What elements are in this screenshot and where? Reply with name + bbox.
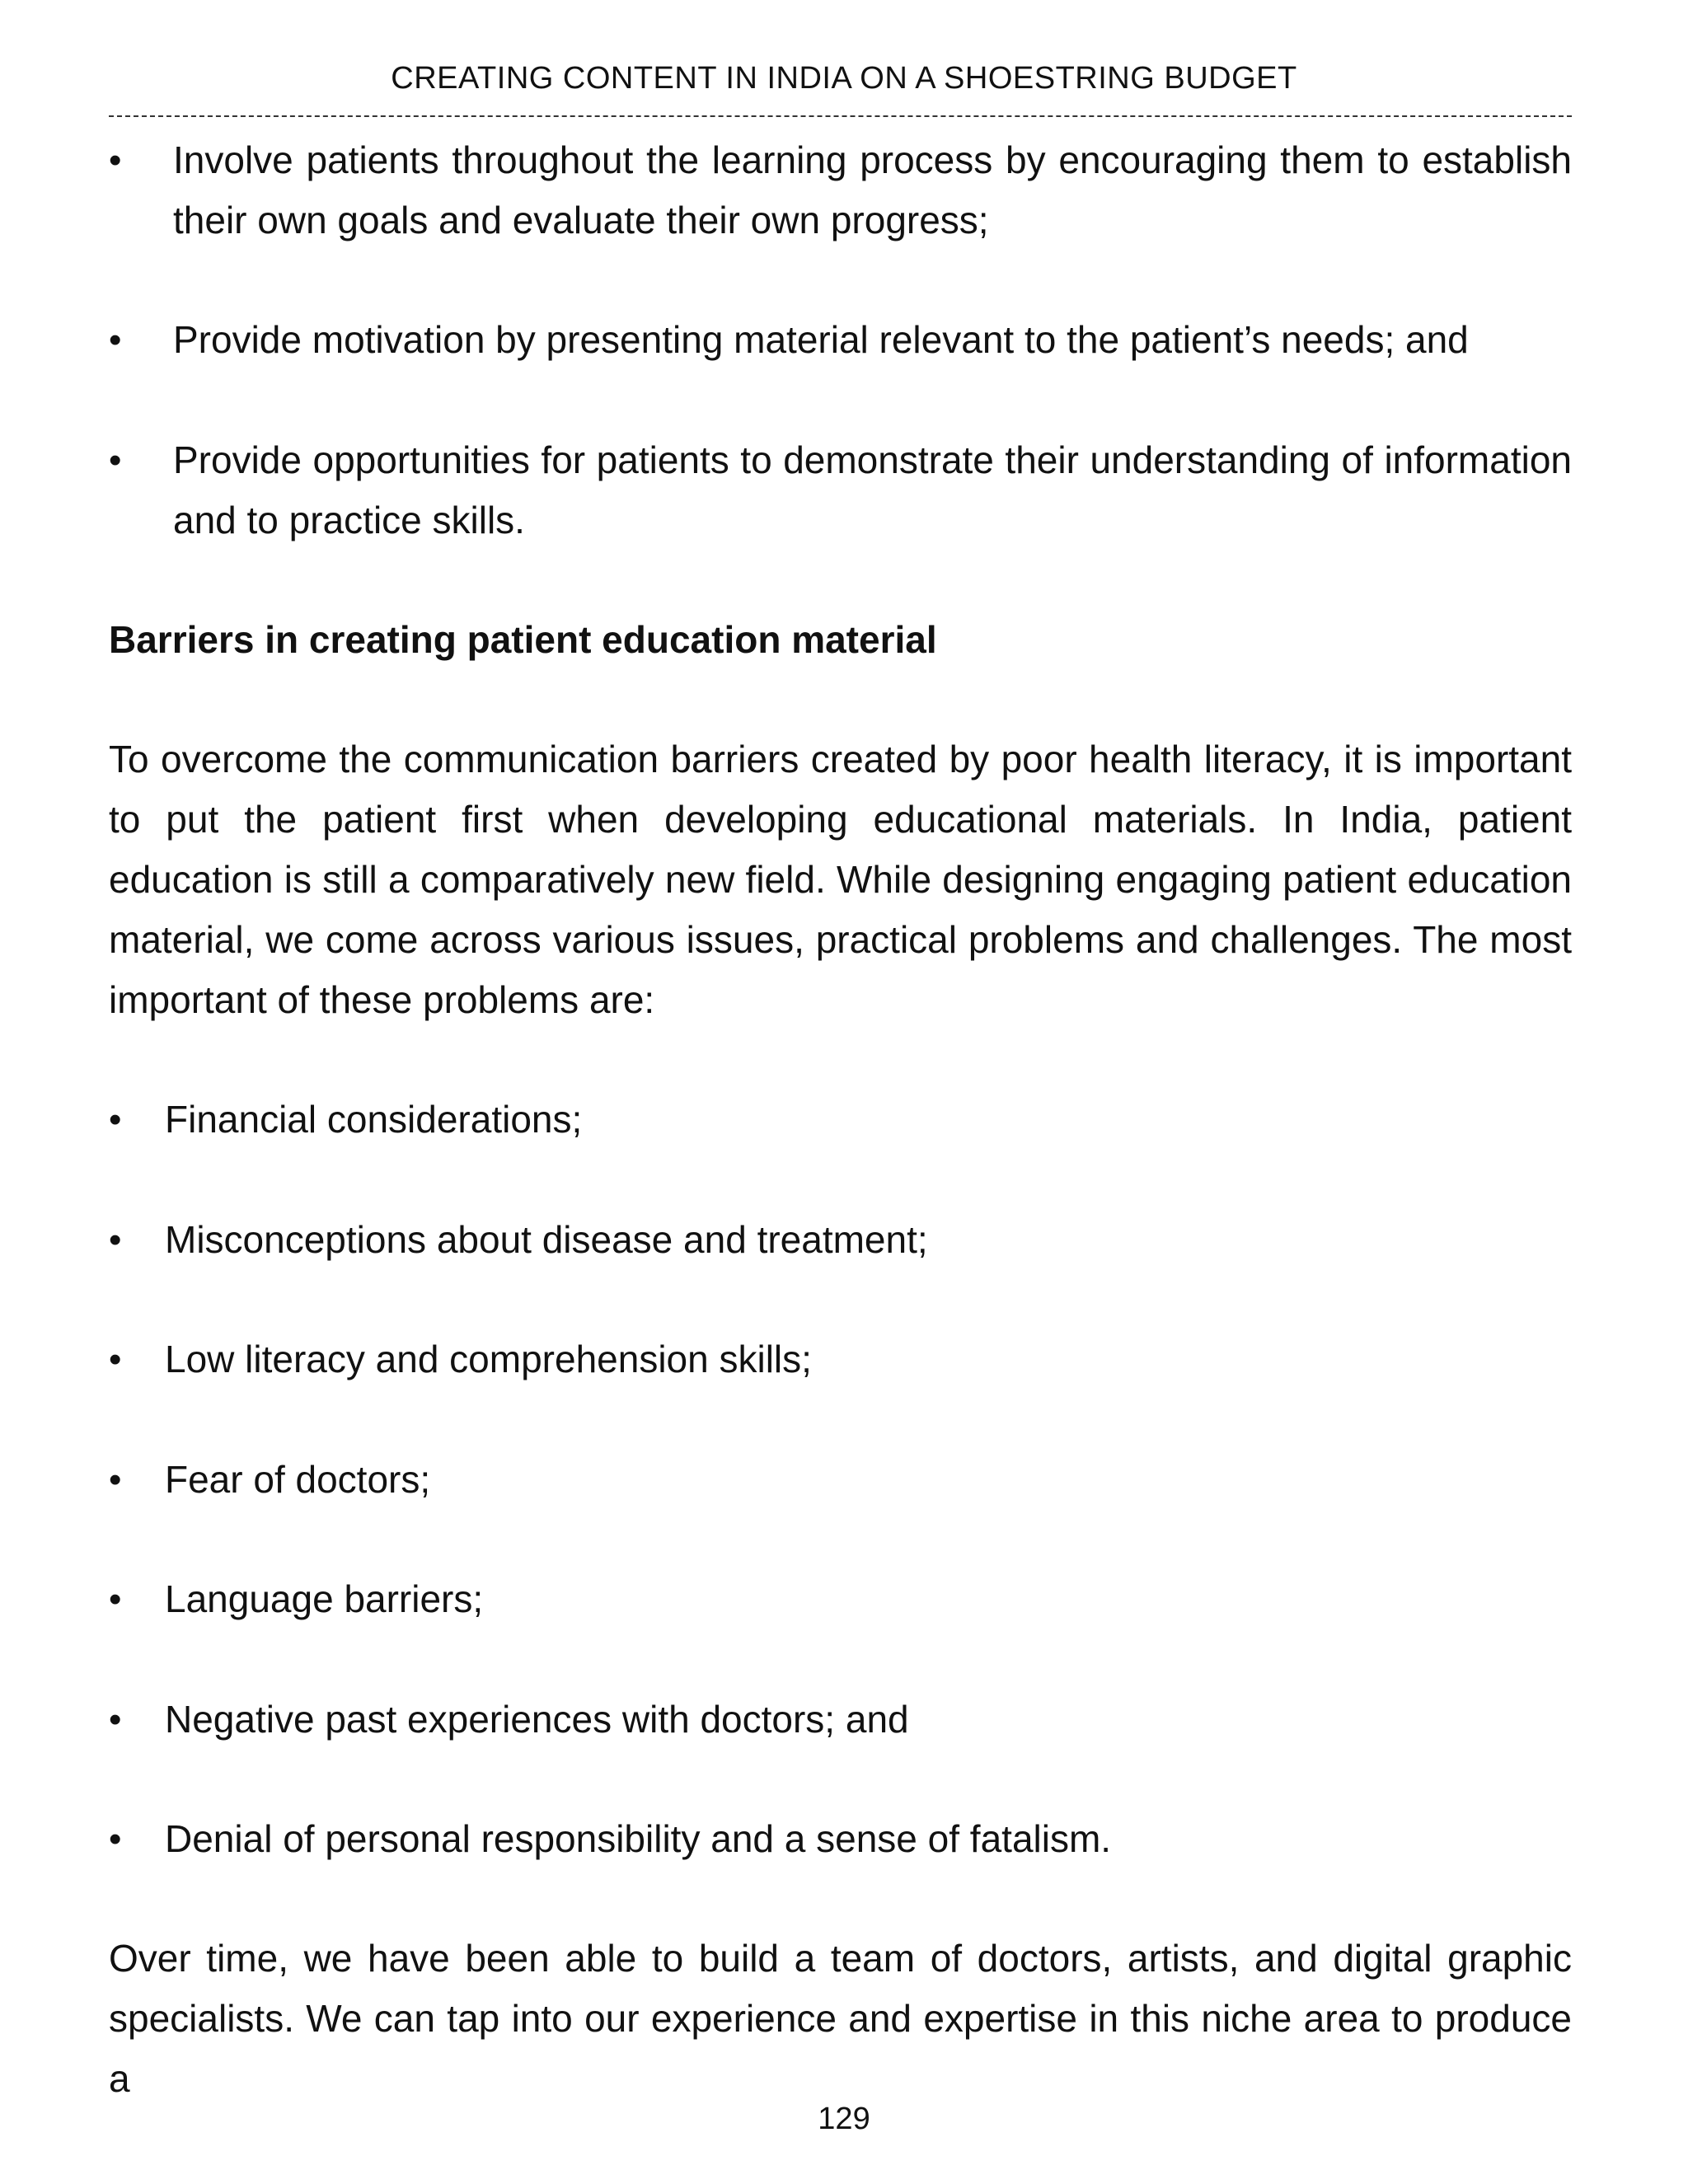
bullet-icon: •	[109, 1339, 122, 1380]
list-item: Language barriers;	[165, 1577, 484, 1620]
running-header: CREATING CONTENT IN INDIA ON A SHOESTRING BUDGET	[391, 61, 1297, 96]
closing-paragraph: Over time, we have been able to build a team of doctors, artists, and digital graphic specialists. We can tap into our experience and expertise in this niche area to produce a	[109, 1937, 1572, 2100]
list-item: Involve patients throughout the learning process by encouraging them to establish their own goals and evaluate their own progress;	[173, 138, 1572, 241]
bullet-icon: •	[109, 140, 122, 180]
list-item: Provide opportunities for patients to demonstrate their understanding of information and to practice skills.	[173, 438, 1572, 541]
list-item: Provide motivation by presenting material relevant to the patient’s needs; and	[173, 318, 1469, 361]
list-item: Financial considerations;	[165, 1098, 583, 1141]
header-dashed-rule	[109, 115, 1572, 117]
bullet-icon: •	[109, 440, 122, 480]
list-item: Low literacy and comprehension skills;	[165, 1338, 812, 1380]
list-item: Fear of doctors;	[165, 1458, 431, 1501]
bullet-icon: •	[109, 1579, 122, 1619]
section-heading: Barriers in creating patient education material	[109, 618, 937, 661]
bullet-icon: •	[109, 1819, 122, 1859]
list-item: Denial of personal responsibility and a sense of fatalism.	[165, 1817, 1112, 1860]
bullet-icon: •	[109, 320, 122, 360]
bullet-icon: •	[109, 1220, 122, 1260]
list-item: Misconceptions about disease and treatment;	[165, 1218, 928, 1261]
bullet-icon: •	[109, 1699, 122, 1740]
intro-paragraph: To overcome the communication barriers created by poor health literacy, it is important to put the patient first when developing educational materials. In India, patient education is still a comparatively new field. While designing engaging patient education material, we come across various issues, practical problems and challenges. The most important of these problems are:	[109, 738, 1572, 1021]
page-number: 129	[818, 2102, 870, 2136]
bullet-icon: •	[109, 1460, 122, 1500]
bullet-icon: •	[109, 1099, 122, 1140]
list-item: Negative past experiences with doctors; and	[165, 1698, 909, 1741]
